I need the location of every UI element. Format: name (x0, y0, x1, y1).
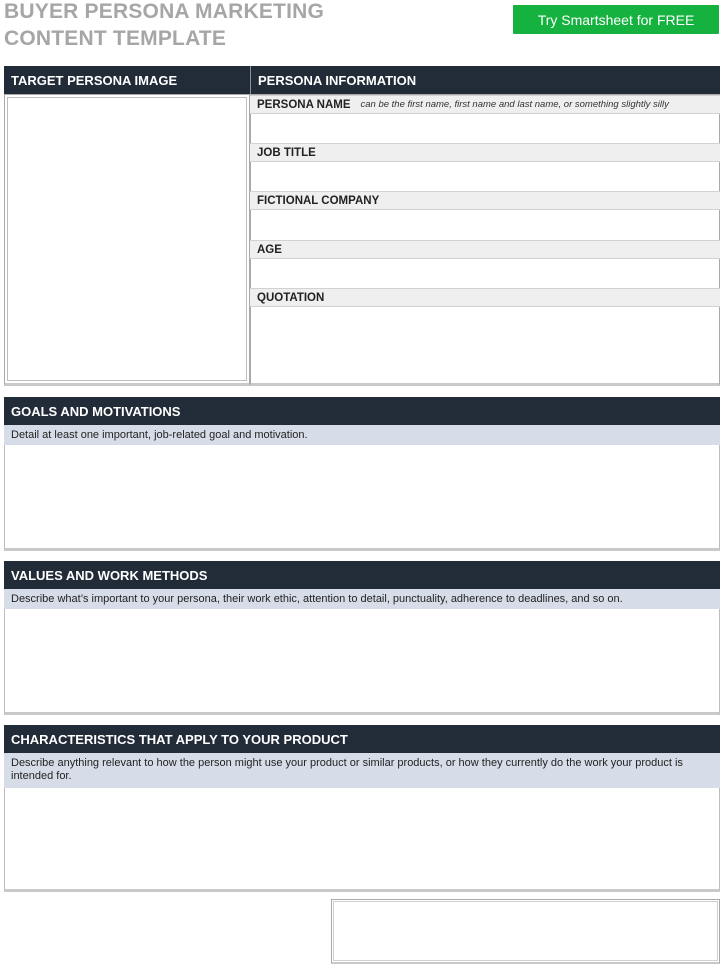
values-work-methods-header: VALUES AND WORK METHODS (4, 561, 720, 589)
fictional-company-label: FICTIONAL COMPANY (250, 191, 720, 210)
goals-input-area[interactable] (4, 445, 720, 551)
persona-image-container (4, 94, 250, 386)
characteristics-header: CHARACTERISTICS THAT APPLY TO YOUR PRODUCT (4, 725, 720, 753)
try-smartsheet-button[interactable]: Try Smartsheet for FREE (513, 5, 719, 34)
characteristics-description: Describe anything relevant to how the person might use your product or similar products, or how they currently do the work your product is intended for. (4, 753, 720, 788)
goals-motivations-header: GOALS AND MOTIVATIONS (4, 397, 720, 425)
footer-box-inner (333, 901, 718, 961)
job-title-input[interactable] (251, 162, 719, 191)
page-title-line-2: CONTENT TEMPLATE (4, 27, 227, 50)
values-input-area[interactable] (4, 609, 720, 715)
job-title-label: JOB TITLE (250, 143, 720, 162)
footer-box (331, 899, 720, 964)
quotation-label: QUOTATION (250, 288, 720, 307)
persona-name-hint: can be the first name, first name and last name, or something slightly silly (360, 99, 669, 110)
goals-description: Detail at least one important, job-related goal and motivation. (4, 425, 720, 445)
age-input[interactable] (251, 259, 719, 288)
fictional-company-input[interactable] (251, 210, 719, 239)
persona-name-label (250, 95, 720, 114)
quotation-input[interactable] (251, 307, 719, 383)
age-label: AGE (250, 240, 720, 259)
values-description: Describe what’s important to your persona, their work ethic, attention to detail, punctuality, adherence to deadlines, and so on. (4, 589, 720, 609)
persona-name-label-text: PERSONA NAME (257, 98, 351, 111)
persona-image-placeholder[interactable] (7, 97, 247, 381)
target-persona-image-header: TARGET PERSONA IMAGE (4, 66, 250, 94)
page-title-line-1: BUYER PERSONA MARKETING (4, 0, 325, 23)
page-title (4, 0, 324, 52)
characteristics-input-area[interactable] (4, 788, 720, 892)
persona-name-input[interactable] (251, 114, 719, 143)
persona-information-header: PERSONA INFORMATION (250, 66, 720, 94)
